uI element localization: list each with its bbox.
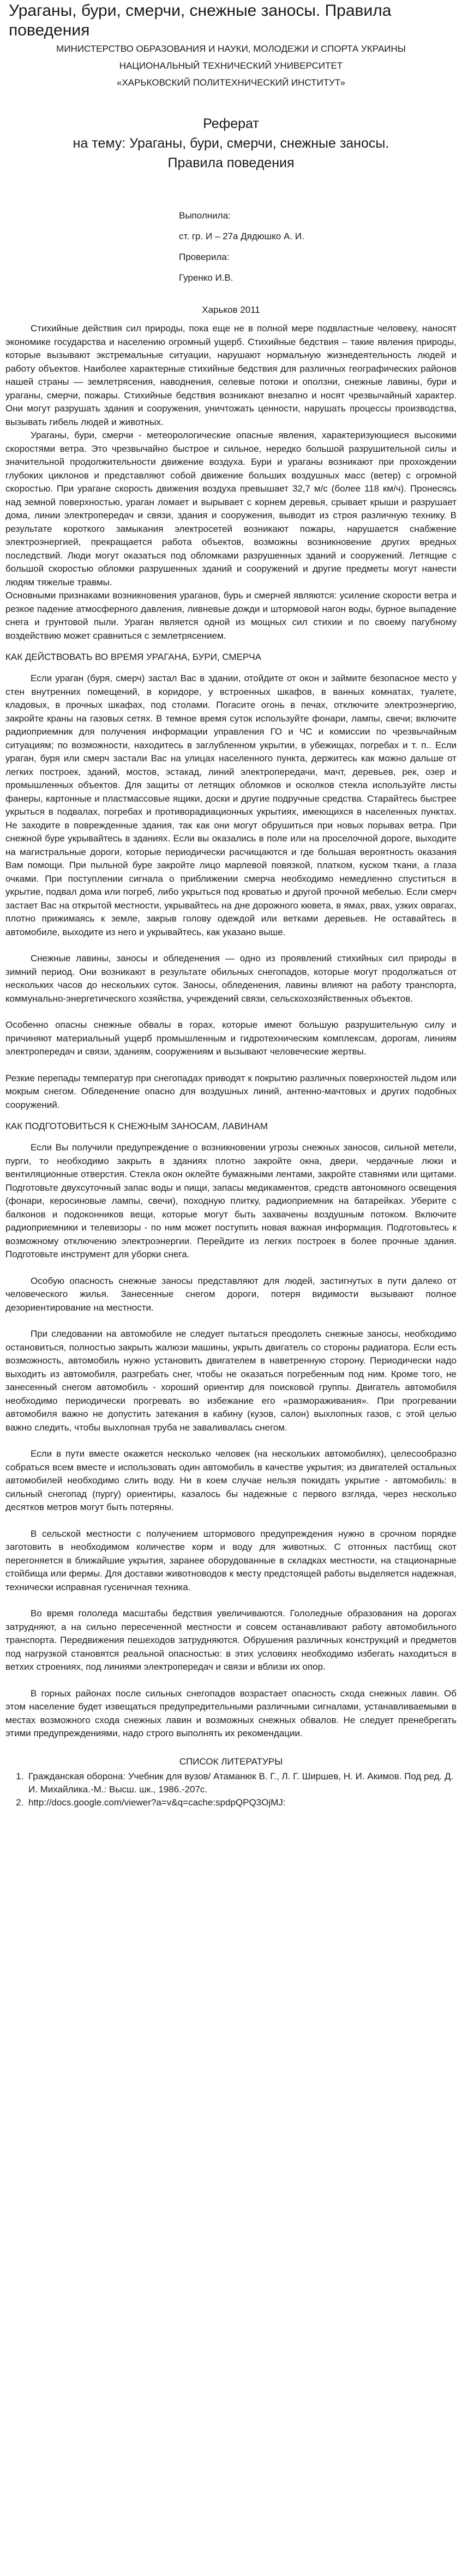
paragraph-car: При следовании на автомобиле не следует пытаться преодолеть снежные заносы, необходимо остановиться, полностью закрыть жалюзи машины, укрыть двигатель со стороны радиатора. Если есть возможность, автомобиль нужно установить двигателем в наветренную сторону. Периодически надо выходить из автомобиля, разгребать снег, чтобы не оказаться погребенным под ним. Кроме того, не занесенный снегом автомобиль - хороший ориентир для поисковой группы. Двигатель автомобиля необходимо периодически прогревать во избежание его «размораживания». При прогревании автомобиля важно не допустить затекания в кабину (кузов, салон) выхлопных газов, с этой целью важно следить, чтобы выхлопная труба не заваливалась снегом. xyxy=(5,1329,457,1433)
teacher-name: Гуренко И.В. xyxy=(179,272,233,283)
paragraph-signs: Основными признаками возникновения ураганов, бурь и смерчей являются: усиление скорости ветра и резкое падение атмосферного давления, ливневые дожди и штормовой нагон воды, бурное выпадение снега и грунтовой пыли. Ураган является одной из мощных сил стихии и по своему пагубному воздействию может сравниться с землетрясением. xyxy=(5,590,457,641)
city-year: Харьков 2011 xyxy=(202,305,260,315)
institute-line: «ХАРЬКОВСКИЙ ПОЛИТЕХНИЧЕСКИЙ ИНСТИТУТ» xyxy=(117,77,345,88)
paragraph-actions: Если ураган (буря, смерч) застал Вас в здании, отойдите от окон и займите безопасное место у стен внутренних помещений, в коридоре, у встроенных шкафов, в ванных комнатах, туалете, кладовых, в прочных шкафах, под столами. Погасите огонь в печах, отключите электроэнергию, закройте краны на газовых сетях. В темное время суток используйте фонари, лампы, свечи; включите радиоприемник для получения информации управления ГО и ЧС и комиссии по чрезвычайным ситуациям; по возможности, находитесь в заглубленном укрытии, в убежищах, погребах и т. п.. Если ураган, буря или смерч застали Вас на улицах населенного пункта, держитесь как можно дальше от легких построек, зданий, мостов, эстакад, линий электропередачи, мачт, деревьев, рек, озер и промышленных объектов. Для защиты от летящих обломков и осколков стекла используйте листы фанеры, картонные и пластмассовые ящики, доски и другие подручные средства. Старайтесь быстрее укрыться в подвалах, погребах и противорадиационных укрытиях, имеющихся в населенных пунктах. Не заходите в поврежденные здания, так как они могут обрушиться при новых порывах ветра. При снежной буре укрывайтесь в зданиях. Если вы оказались в поле или на проселочной дороге, выходите на магистральные дороги, которые периодически расчищаются и где большая вероятность оказания Вам помощи. При пыльной буре закройте лицо марлевой повязкой, платком, куском ткани, а глаза очками. При поступлении сигнала о приближении смерча необходимо немедленно спуститься в укрытие, подвал дома или погреб, либо укрыться под кроватью и другой прочной мебелью. Если смерч застает Вас на открытой местности, укрывайтесь на дне дорожного кювета, в ямах, рвах, узких оврагах, плотно прижимаясь к земле, закрыв голову одеждой или ветками деревьев. Не оставайтесь в автомобиле, выходите из него и укрывайтесь, как указано выше. xyxy=(5,673,457,937)
reference-link[interactable]: 2. http://docs.google.com/viewer?a=v&q=cache:spdpQPQ3OjMJ: xyxy=(26,1796,457,1809)
student-name: ст. гр. И – 27а Дядюшко А. И. xyxy=(179,231,304,241)
referat-label: Реферат xyxy=(203,116,259,131)
paragraph-preparation: Если Вы получили предупреждение о возникновении угрозы снежных заносов, сильной метели, пурги, то необходимо закрыть в зданиях плотно закройте окна, двери, чердачные люки и вентиляционные отверстия. Стекла окон оклейте бумажными лентами, закройте ставнями или щитами. Подготовьте двухсуточный запас воды и пищи, запасы медикаментов, средств автономного освещения (фонари, керосиновые лампы, свечи), походную плитку, радиоприемник на батарейках. Уберите с балконов и подоконников вещи, которые могут быть захвачены воздушным потоком. Включите радиоприемники и телевизоры - по ним может поступить новая важная информация. Подготовьтесь к возможному отключению электроэнергии. Перейдите из легких построек в более прочные здания. Подготовьте инструмент для уборки снега. xyxy=(5,1142,457,1259)
done-label: Выполнила: xyxy=(179,210,231,221)
paragraph-intro: Стихийные действия сил природы, пока еще не в полной мере подвластные человеку, наносят экономике государства и населению огромный ущерб. Стихийные бедствия – такие явления природы, которые вызывают экстремальные ситуации, нарушают нормальную жизнедеятельность людей и работу объектов. Наиболее характерные стихийные бедствия для различных географических районов нашей страны — землетрясения, наводнения, селевые потоки и оползни, снежные лавины, бури и ураганы, смерчи, пожары. Стихийные бедствия возникают внезапно и носят чрезвычайный характер. Они могут разрушать здания и сооружения, уничтожать ценности, нарушать процессы производства, вызывать гибель людей и животных. xyxy=(5,323,457,427)
ministry-line: МИНИСТЕРСТВО ОБРАЗОВАНИЯ И НАУКИ, МОЛОДЕЖИ И СПОРТА УКРАИНЫ xyxy=(56,44,406,54)
paragraph-group: Если в пути вместе окажется несколько человек (на нескольких автомобилях), целесообразно собраться всем вместе и использовать один автомобиль в качестве укрытия; из двигателей остальных автомобилей необходимо слить воду. Ни в коем случае нельзя покидать укрытие - автомобиль: в сильный снегопад (пургу) ориентиры, казалось бы надежные с первого взгляда, через несколько десятков метров могут быть потеряны. xyxy=(5,1448,457,1512)
paragraph-avalanches: Снежные лавины, заносы и обледенения — одно из проявлений стихийных сил природы в зимний период. Они возникают в результате обильных снегопадов, которые могут продолжаться от нескольких часов до нескольких суток. Заносы, обледенения, лавины влияют на работу транспорта, коммунально-энергетического хозяйства, учреждений связи, сельскохозяйственных объектов. xyxy=(5,953,457,1004)
paragraph-hurricanes: Ураганы, бури, смерчи - метеорологические опасные явления, характеризующиеся высокими скоростями ветра. Это чрезвычайно быстрое и сильное, нередко большой разрушительной силы и значительной продолжительности движение воздуха. Бури и ураганы возникают при прохождении глубоких циклонов и представляют собой движение больших воздушных масс (ветер) с огромной скоростью. При урагане скорость движения воздуха превышает 32,7 м/с (более 118 км/ч). Пронесясь над земной поверхностью, ураган ломает и вырывает с корнем деревья, срывает крыши и разрушает дома, линии электропередач и связи, здания и сооружения, выводит из строя различную технику. В результате короткого замыкания электросетей возникают пожары, нарушается снабжение электроэнергией, прекращается работа объектов, возможны возникновение других вредных последствий. Люди могут оказаться под обломками разрушенных зданий и сооружений. Летящие с большой скоростью обломки разрушенных зданий и сооружений и другие предметы могут нанести людям тяжелые травмы. xyxy=(5,430,457,587)
topic-line-1: на тему: Ураганы, бури, смерчи, снежные заносы. xyxy=(73,136,389,151)
topic-line-2: Правила поведения xyxy=(167,155,295,171)
section-heading-actions: КАК ДЕЙСТВОВАТЬ ВО ВРЕМЯ УРАГАНА, БУРИ, СМЕРЧА xyxy=(5,652,261,662)
paragraph-rural: В сельской местности с получением штормового предупреждения нужно в срочном порядке заготовить в необходимом количестве корм и воду для животных. С отгонных пастбищ скот перегоняется в ближайшие укрытия, заранее оборудованные в складках местности, на стационарные стойбища или фермы. Для доставки животноводов к месту предстоящей работы выделяется надежная, технически исправная гусеничная техника. xyxy=(5,1528,457,1592)
university-line: НАЦИОНАЛЬНЫЙ ТЕХНИЧЕСКИЙ УНИВЕРСИТЕТ xyxy=(119,60,343,71)
references-title: СПИСОК ЛИТЕРАТУРЫ xyxy=(179,1756,283,1767)
referat-title-block xyxy=(5,114,457,173)
author-block xyxy=(179,205,457,288)
paragraph-ice: Во время гололеда масштабы бедствия увеличиваются. Гололедные образования на дорогах затрудняют, а на сильно пересеченной местности и совсем останавливают работу автомобильного транспорта. Передвижения пешеходов затрудняются. Обрушения различных конструкций и предметов под нагрузкой становятся реальной опасностью: в этих условиях необходимо избегать находиться в ветхих строениях, под линиями электропередач и связи и вблизи их опор. xyxy=(5,1608,457,1672)
section-heading-preparation: КАК ПОДГОТОВИТЬСЯ К СНЕЖНЫМ ЗАНОСАМ, ЛАВИНАМ xyxy=(5,1121,268,1131)
paragraph-icing: Резкие перепады температур при снегопадах приводят к покрытию различных поверхностей льдом или мокрым снегом. Обледенение опасно для воздушных линий, антенно-мачтовых и других подобных сооружений. xyxy=(5,1072,457,1110)
document-body xyxy=(5,322,457,1741)
paragraph-mountain-avalanche: В горных районах после сильных снегопадов возрастает опасность схода снежных лавин. Об этом население будет извещаться предупредительными различными сигналами, устанавливаемыми в местах возможного схода снежных лавин и возможных снежных обвалов. Не следует пренебрегать этими предупреждениями, надо строго выполнять их рекомендации. xyxy=(5,1688,457,1738)
references-list xyxy=(5,1770,457,1809)
paragraph-travel-danger: Особую опасность снежные заносы представляют для людей, застигнутых в пути далеко от человеческого жилья. Занесенные снегом дороги, потеря видимости вызывают полное дезориентирование на местности. xyxy=(5,1275,457,1313)
document-title: Ураганы, бури, смерчи, снежные заносы. Правила поведения xyxy=(9,2,392,39)
paragraph-mountains: Особенно опасны снежные обвалы в горах, которые имеют большую разрушительную силу и причиняют материальный ущерб промышленным и гидротехническим комплексам, дорогам, линиям электропередач и связи, зданиям, сооружениям и вызывают человеческие жертвы. xyxy=(5,1020,457,1057)
title-header-block xyxy=(5,40,457,91)
reference-item: 1. Гражданская оборона: Учебник для вузов/ Атаманюк В. Г., Л. Г. Ширшев, Н. И. Акимов. Под ред. Д. И. Михайлика.-М.: Высш. шк., 1986.-207с. xyxy=(26,1770,457,1796)
checked-label: Проверила: xyxy=(179,252,230,262)
